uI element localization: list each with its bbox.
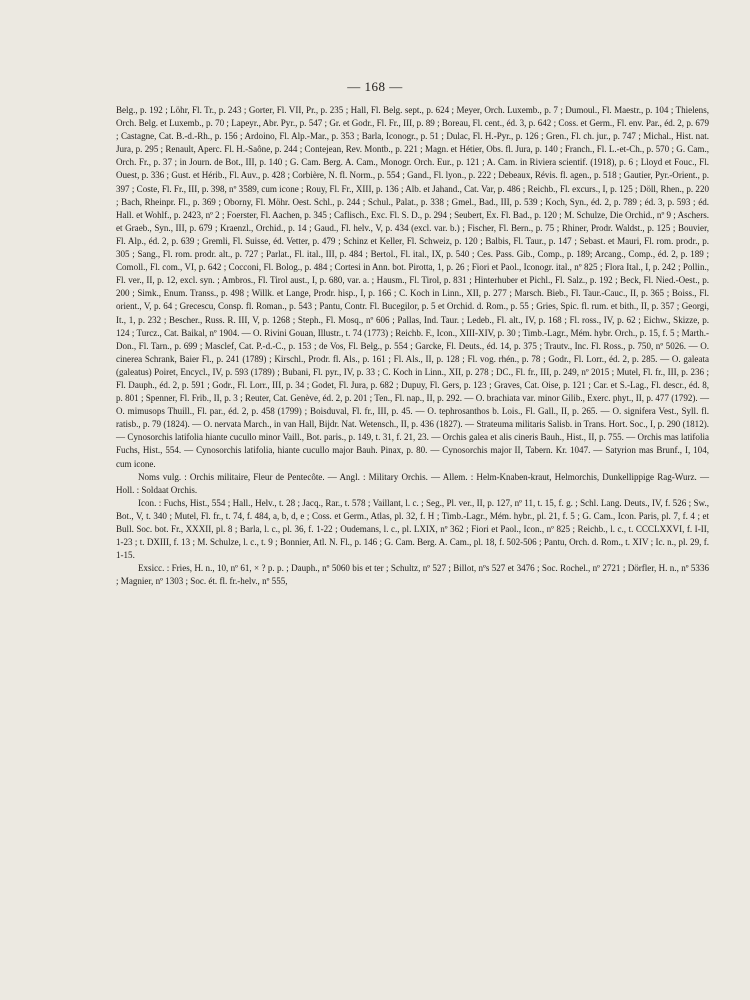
exsiccata-paragraph: Exsicc. : Fries, H. n., 10, nº 61, × ? p. p. ; Dauph., nº 5060 bis et ter ; Schultz, nº 527 ; Billot, nºs 527 et 3476 ; Soc. Rochel., nº 2721 ; Dörfler, H. n., nº 5336 ; Magnier, nº 1303 ; Soc. ét. fl. fr.-helv., nº 555, <box>116 563 709 587</box>
iconography-paragraph: Icon. : Fuchs, Hist., 554 ; Hall., Helv., t. 28 ; Jacq., Rar., t. 578 ; Vaillant, l. c. ; Seg., Pl. ver., II, p. 127, nº 11, t. 15, f. g. ; Schl. Lang. Deuts., IV, f. 526 ; Sw., Bot., V, t. 340 ; Mutel, Fl. fr., t. 74, f. 484, a, b, d, e ; Coss. et Germ., Atlas, pl. 32, f. H ; Timb.-Lagr., Mém. hybr., pl. 21, f. 5 ; G. Cam., Icon. Paris, pl. 7, f. 4 ; et Bull. Soc. bot. Fr., XXXII, pl. 8 ; Barla, l. c., pl. 36, f. 1-22 ; Oudemans, l. c., pl. LXIX, nº 362 ; Fiori et Paol., Icon., nº 825 ; Reichb., l. c., t. CCCLXXVI, f. I-II, 1-23 ; t. DXIII, f. 13 ; M. Schulze, l. c., t. 9 ; Bonnier, Atl. N. Fl., p. 146 ; G. Cam. Berg. A. Cam., pl. 18, f. 502-506 ; Pantu, Orch. d. Rom., t. XIV ; Ic. n., pl. 29, f. 1-15. <box>116 497 709 561</box>
body-text <box>116 104 709 588</box>
page-number: — 168 — <box>347 79 403 94</box>
synonymy-paragraph: Belg., p. 192 ; Löhr, Fl. Tr., p. 243 ; Gorter, Fl. VII, Pr., p. 235 ; Hall, Fl. Belg. sept., p. 624 ; Meyer, Orch. Luxemb., p. 7 ; Dumoul., Fl. Maestr., p. 104 ; Thielens, Orch. Belg. et Luxemb., p. 70 ; Lapeyr., Abr. Pyr., p. 547 ; Gr. et Godr., Fl. Fr., III, p. 89 ; Boreau, Fl. cent., éd. 3, p. 642 ; Coss. et Germ., Fl. env. Par., éd. 2, p. 679 ; Castagne, Cat. B.-d.-Rh., p. 156 ; Ardoino, Fl. Alp.-Mar., p. 353 ; Barla, Iconogr., p. 51 ; Dulac, Fl. H.-Pyr., p. 126 ; Gren., Fl. ch. jur., p. 747 ; Michal., Hist. nat. Jura, p. 295 ; Renault, Aperc. Fl. H.-Saône, p. 244 ; Contejean, Rev. Montb., p. 221 ; Magn. et Hétier, Obs. fl. Jura, p. 140 ; Franch., Fl. L.-et-Ch., p. 570 ; G. Cam., Orch. Fr., p. 37 ; in Journ. de Bot., III, p. 140 ; G. Cam. Berg. A. Cam., Monogr. Orch. Eur., p. 121 ; A. Cam. in Riviera scientif. (1918), p. 6 ; Lloyd et Fouc., Fl. Ouest, p. 336 ; Gust. et Hérib., Fl. Auv., p. 428 ; Corbière, N. fl. Norm., p. 554 ; Gand., Fl. lyon., p. 222 ; Debeaux, Révis. fl. agen., p. 518 ; Gautier, Pyr.-Orient., p. 397 ; Coste, Fl. Fr., III, p. 398, nº 3589, cum icone ; Rouy, Fl. Fr., XIII, p. 136 ; Alb. et Jahand., Cat. Var, p. 486 ; Reichb., Fl. excurs., I, p. 125 ; Döll, Rhen., p. 220 ; Bach, Rheinpr. Fl., p. 369 ; Oborny, Fl. Möhr. Oest. Schl., p. 244 ; Schul., Palat., p. 338 ; Gmel., Bad., III, p. 539 ; Koch, Syn., éd. 2, p. 789 ; éd. 3, p. 593 ; éd. Hall. et Wohlf., p. 2423, nº 2 ; Foerster, Fl. Aachen, p. 345 ; Caflisch., Exc. Fl. S. D., p. 294 ; Seubert, Ex. Fl. Bad., p. 120 ; M. Schulze, Die Orchid., nº 9 ; Aschers. et Graeb., Syn., III, p. 679 ; Kraenzl., Orchid., p. 14 ; Gaud., Fl. helv., V, p. 434 (excl. var. b.) ; Fischer, Fl. Bern., p. 75 ; Rhiner, Prodr. Waldst., p. 125 ; Bouvier, Fl. Alp., éd. 2, p. 639 ; Gremli, Fl. Suisse, éd. Vetter, p. 479 ; Schinz et Keller, Fl. Schweiz, p. 120 ; Balbis, Fl. Taur., p. 147 ; Sebast. et Mauri, Fl. rom. prodr., p. 305 ; Sang., Fl. rom. prodr. alt., p. 727 ; Parlat., Fl. ital., III, p. 484 ; Bertol., Fl. ital., IX, p. 540 ; Ces. Pass. Gib., Comp., p. 189; Arcang., Comp., éd. 2, p. 189 ; Comoll., Fl. com., VI, p. 642 ; Cocconi, Fl. Bolog., p. 484 ; Cortesi in Ann. bot. Pirotta, 1, p. 26 ; Fiori et Paol., Iconogr. ital., nº 825 ; Flora Ital., I, p. 242 ; Pollin., Fl. ver., II, p. 12, excl. syn. ; Ambros., Fl. Tirol aust., I, p. 680, var. a. ; Hausm., Fl. Tirol, p. 831 ; Hinterhuber et Pichl., Fl. Salz., p. 192 ; Beck, Fl. Nied.-Oest., p. 200 ; Simk., Enum. Transs., p. 498 ; Willk. et Lange, Prodr. hisp., I, p. 166 ; C. Koch in Linn., XII, p. 277 ; Marsch. Bieb., Fl. Taur.-Cauc., II, p. 365 ; Boiss., Fl. orient., V, p. 64 ; Grecescu, Consp. fl. Roman., p. 543 ; Pantu, Contr. Fl. Bucegilor, p. 5 et Orchid. d. Rom., p. 55 ; Gries, Spic. fl. rum. et bith., II, p. 357 ; Georgi, It., 1, p. 232 ; Bescher., Russ. R. III, V, p. 1268 ; Steph., Fl. Mosq., nº 606 ; Pallas, Ind. Taur. ; Ledeb., Fl. alt., IV, p. 168 ; Fl. ross., IV, p. 62 ; Eichw., Skizze, p. 124 ; Turcz., Cat. Baikal, nº 1904. — O. Rivini Gouan, Illustr., t. 74 (1773) ; Reichb. F., Icon., XIII-XIV, p. 30 ; Timb.-Lagr., Mém. hybr. Orch., p. 15, f. 5 ; Marth.-Don., Fl. Tarn., p. 699 ; Masclef, Cat. P.-d.-C., p. 153 ; de Vos, Fl. Belg., p. 554 ; Garcke, Fl. Deuts., éd. 14, p. 375 ; Trautv., Inc. Fl. Ross., p. 750, nº 5026. — O. cinerea Schrank, Baier Fl., p. 241 (1789) ; Kirschl., Prodr. fl. Als., p. 161 ; Fl. Als., II, p. 128 ; Fl. vog. rhén., p. 78 ; Godr., Fl. Lorr., éd. 2, p. 285. — O. galeata (galeatus) Poiret, Encycl., IV, p. 593 (1789) ; Bubani, Fl. pyr., IV, p. 33 ; C. Koch in Linn., XII, p. 278 ; DC., Fl. fr., III, p. 249, nº 2015 ; Mutel, Fl. fr., III, p. 236 ; Fl. Dauph., éd. 2, p. 591 ; Godr., Fl. Lorr., III, p. 34 ; Godet, Fl. Jura, p. 682 ; Dupuy, Fl. Gers, p. 123 ; Graves, Cat. Oise, p. 121 ; Car. et S.-Lag., Fl. descr., éd. 8, p. 801 ; Spenner, Fl. Frib., II, p. 3 ; Reuter, Cat. Genève, éd. 2, p. 201 ; Ten., Fl. nap., II, p. 292. — O. brachiata var. minor Gilib., Exerc. phyt., II, p. 477 (1792). — O. mimusops Thuill., Fl. par., éd. 2, p. 458 (1799) ; Boisduval, Fl. fr., III, p. 45. — O. tephrosanthos b. Lois., Fl. Gall., II, p. 265. — O. signifera Vest., Syll. fl. ratisb., p. 79 (1824). — O. nervata March., in van Hall, Bijdr. Nat. Wetensch., II, p. 436 (1827). — Strateuma militaris Salisb. in Trans. Hort. Soc., I, p. 290 (1812). — Cynosorchis latifolia hiante cucullo minor Vaill., Bot. paris., p. 149, t. 31, f. 21, 23. — Orchis galea et alis cineris Bauh., Hist., II, p. 755. — Orchis mas latifolia Fuchs, Hist., 554. — Cynosorchis latifolia, hiante cucullo major Bauh. Pinax, p. 80. — Cynosorchis major II, Tabern. Kr. 1047. — Satyrion mas Brunf., I, 104, cum icone. <box>116 105 709 469</box>
vernacular-names-paragraph: Noms vulg. : Orchis militaire, Fleur de Pentecôte. — Angl. : Military Orchis. — Allem. : Helm-Knaben-kraut, Helmorchis, Dunkellippige Rag-Wurz. — Holl. : Soldaat Orchis. <box>116 471 709 495</box>
